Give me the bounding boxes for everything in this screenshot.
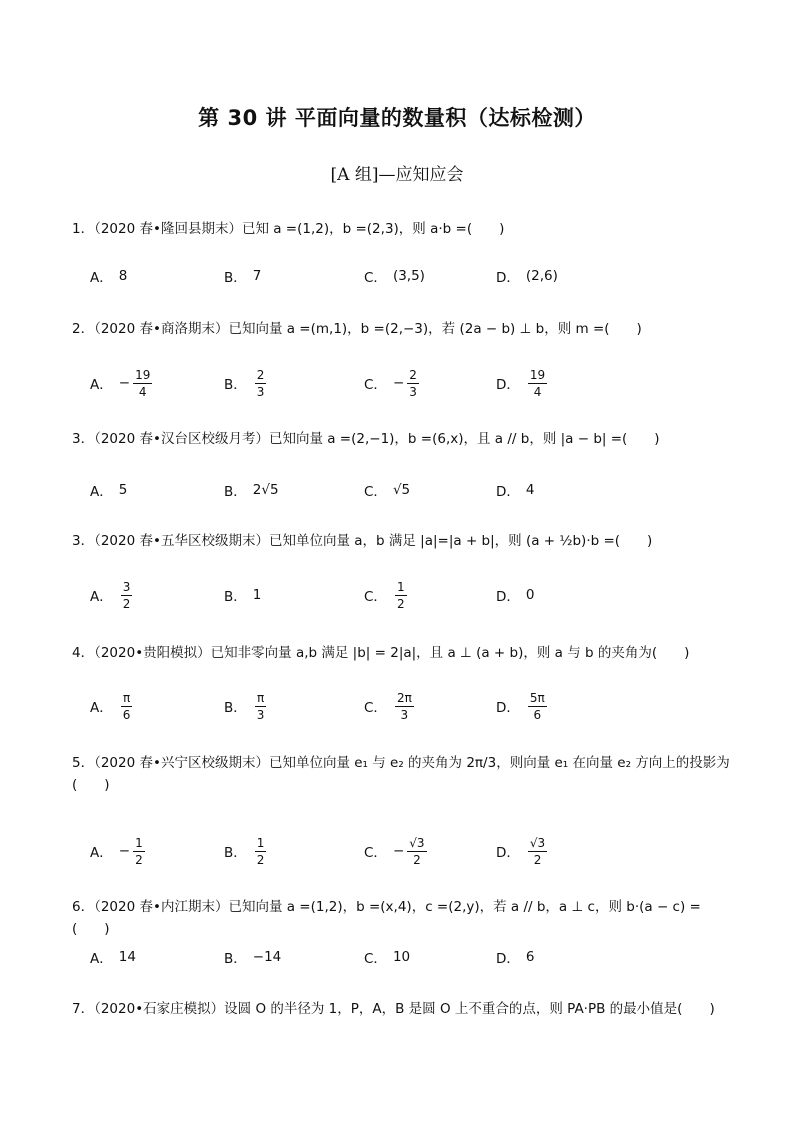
option-b[interactable]	[224, 575, 261, 615]
option-label: C．	[364, 377, 387, 393]
question-5-options	[90, 686, 730, 726]
fraction-denominator: 6	[122, 707, 131, 722]
fraction-denominator: 3	[256, 384, 265, 399]
option-fraction	[395, 580, 407, 611]
option-label: B．	[224, 270, 247, 286]
option-d[interactable]	[496, 470, 535, 510]
option-b[interactable]	[224, 686, 268, 726]
option-b[interactable]	[224, 937, 281, 977]
option-c[interactable]	[364, 256, 425, 296]
question-4-stem: 3．（2020 春•五华区校级期末）已知单位向量 a，b 满足 |a|=|a + b|，则 (a + ½b)·b =( )	[72, 533, 653, 549]
option-label: A．	[90, 700, 113, 716]
option-b[interactable]	[224, 831, 268, 871]
fraction-numerator: 1	[256, 835, 265, 850]
option-a[interactable]	[90, 363, 154, 403]
option-a[interactable]	[90, 831, 147, 871]
option-label: A．	[90, 484, 113, 500]
option-value: (2,6)	[525, 268, 558, 284]
option-fraction	[528, 836, 547, 867]
fraction-numerator: √3	[409, 835, 425, 850]
fraction-numerator: 3	[122, 579, 131, 594]
option-c[interactable]	[364, 937, 410, 977]
option-c[interactable]	[364, 686, 416, 726]
fraction-numerator: 1	[135, 835, 143, 850]
option-label: D．	[496, 700, 520, 716]
option-fraction	[121, 691, 133, 722]
question-2-options	[90, 363, 730, 403]
option-fraction	[528, 368, 547, 399]
fraction-denominator: 3	[409, 384, 417, 399]
option-a[interactable]	[90, 686, 134, 726]
option-sign: −	[118, 843, 131, 859]
option-value: √5	[392, 482, 411, 498]
option-fraction	[407, 368, 419, 399]
question-8-stem: 7．（2020•石家庄模拟）设圆 O 的半径为 1，P，A，B 是圆 O 上不重合的点，则 PA·PB 的最小值是( )	[72, 1001, 715, 1017]
option-value: 7	[252, 268, 262, 284]
option-fraction	[121, 580, 133, 611]
option-label: A．	[90, 377, 113, 393]
option-b[interactable]	[224, 470, 279, 510]
option-value: 6	[525, 949, 535, 965]
fraction-numerator: 19	[135, 367, 151, 382]
option-label: D．	[496, 845, 520, 861]
option-fraction	[133, 836, 145, 867]
option-label: C．	[364, 484, 387, 500]
option-c[interactable]	[364, 575, 409, 615]
option-label: C．	[364, 845, 387, 861]
fraction-numerator: 1	[396, 579, 405, 594]
option-b[interactable]	[224, 363, 268, 403]
fraction-denominator: 2	[135, 852, 143, 867]
fraction-denominator: 2	[122, 596, 131, 611]
question-6-stem: 5．（2020 春•兴宁区校级期末）已知单位向量 e₁ 与 e₂ 的夹角为 2π/3，则向量 e₁ 在向量 e₂ 方向上的投影为( )	[72, 755, 730, 793]
option-label: A．	[90, 845, 113, 861]
question-7-stem: 6．（2020 春•内江期末）已知向量 a =(1,2)，b =(x,4)，c =(2,y)，若 a // b，a ⊥ c，则 b·(a − c) =( )	[72, 899, 701, 937]
fraction-numerator: 2	[409, 367, 417, 382]
option-c[interactable]	[364, 831, 429, 871]
option-label: B．	[224, 484, 247, 500]
question-6-options	[90, 831, 730, 871]
option-label: C．	[364, 951, 387, 967]
option-d[interactable]	[496, 363, 549, 403]
option-a[interactable]	[90, 256, 127, 296]
fraction-numerator: 5π	[529, 690, 545, 705]
option-d[interactable]	[496, 831, 549, 871]
option-label: B．	[224, 845, 247, 861]
option-sign: −	[392, 843, 405, 859]
option-value: (3,5)	[392, 268, 425, 284]
option-value: 2√5	[252, 482, 279, 498]
option-label: A．	[90, 951, 113, 967]
fraction-numerator: 2	[256, 367, 265, 382]
option-label: D．	[496, 377, 520, 393]
option-sign: −	[118, 375, 131, 391]
option-label: A．	[90, 589, 113, 605]
option-sign: −	[392, 375, 405, 391]
fraction-denominator: 3	[400, 707, 409, 722]
fraction-denominator: 6	[533, 707, 542, 722]
option-a[interactable]	[90, 575, 134, 615]
option-label: D．	[496, 589, 520, 605]
question-2-stem: 2．（2020 春•商洛期末）已知向量 a =(m,1)，b =(2,−3)，若 (2a − b) ⊥ b，则 m =( )	[72, 321, 642, 337]
fraction-numerator: π	[122, 690, 131, 705]
question-1-stem: 1．（2020 春•隆回县期末）已知 a =(1,2)，b =(2,3)，则 a·b =( )	[72, 221, 505, 237]
question-3-stem: 3．（2020 春•汉台区校级月考）已知向量 a =(2,−1)，b =(6,x)，且 a // b，则 |a − b| =( )	[72, 431, 660, 447]
option-value: 8	[118, 268, 128, 284]
option-d[interactable]	[496, 937, 535, 977]
question-7-options	[90, 937, 730, 977]
option-value: 4	[525, 482, 535, 498]
question-3-options	[90, 470, 730, 510]
option-label: D．	[496, 270, 520, 286]
option-label: D．	[496, 951, 520, 967]
option-fraction	[255, 691, 267, 722]
option-d[interactable]	[496, 686, 549, 726]
fraction-numerator: 19	[529, 367, 546, 382]
question-4-options	[90, 575, 730, 615]
fraction-denominator: 3	[256, 707, 265, 722]
option-fraction	[407, 836, 426, 867]
fraction-denominator: 4	[138, 384, 147, 399]
page-title: 第 30 讲 平面向量的数量积（达标检测）	[198, 106, 596, 130]
option-d[interactable]	[496, 575, 535, 615]
option-label: C．	[364, 270, 387, 286]
option-value: 10	[392, 949, 411, 965]
option-d[interactable]	[496, 256, 558, 296]
option-c[interactable]	[364, 363, 421, 403]
question-5-stem: 4．（2020•贵阳模拟）已知非零向量 a,b 满足 |b| = 2|a|，且 a ⊥ (a + b)，则 a 与 b 的夹角为( )	[72, 645, 690, 661]
option-value: 5	[118, 482, 128, 498]
option-fraction	[528, 691, 547, 722]
option-c[interactable]	[364, 470, 410, 510]
option-value: 0	[525, 587, 535, 603]
option-value: 14	[118, 949, 136, 965]
option-fraction	[255, 836, 267, 867]
question-1-options	[90, 256, 730, 296]
fraction-numerator: π	[256, 690, 265, 705]
option-value: 1	[252, 587, 262, 603]
option-fraction	[133, 368, 152, 399]
option-a[interactable]	[90, 470, 127, 510]
option-label: B．	[224, 951, 247, 967]
option-value: −14	[252, 949, 282, 965]
fraction-denominator: 2	[256, 852, 265, 867]
option-label: C．	[364, 700, 387, 716]
fraction-denominator: 2	[396, 596, 405, 611]
fraction-numerator: √3	[529, 835, 546, 850]
option-label: A．	[90, 270, 113, 286]
option-label: C．	[364, 589, 387, 605]
section-subtitle: [A 组]—应知应会	[330, 165, 464, 185]
fraction-denominator: 2	[413, 852, 421, 867]
option-label: B．	[224, 700, 247, 716]
option-fraction	[395, 691, 414, 722]
option-label: B．	[224, 377, 247, 393]
fraction-numerator: 2π	[396, 690, 412, 705]
fraction-denominator: 4	[533, 384, 542, 399]
option-b[interactable]	[224, 256, 261, 296]
option-fraction	[255, 368, 267, 399]
option-a[interactable]	[90, 937, 136, 977]
option-label: B．	[224, 589, 247, 605]
option-label: D．	[496, 484, 520, 500]
fraction-denominator: 2	[533, 852, 542, 867]
